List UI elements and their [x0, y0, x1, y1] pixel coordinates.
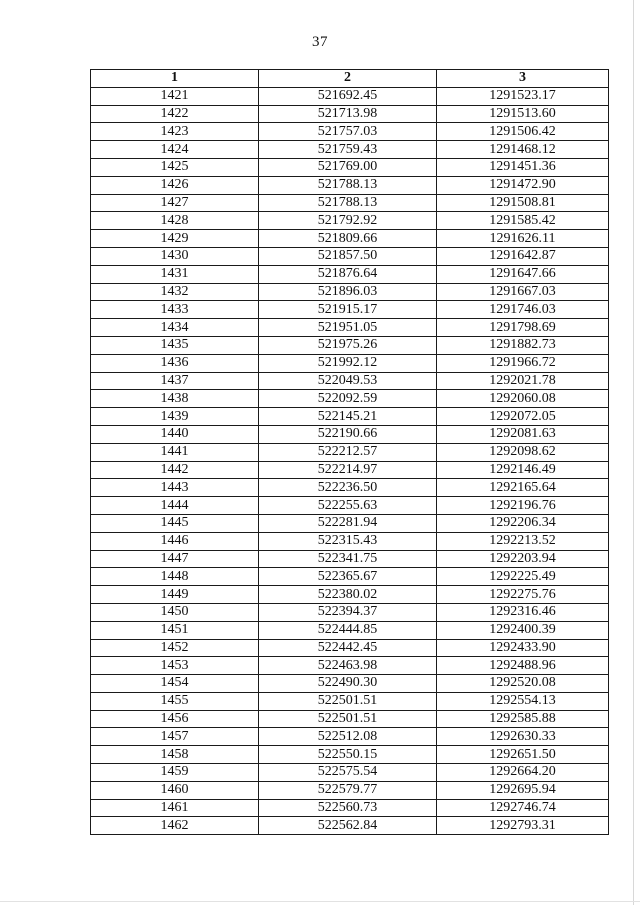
- point-number-cell: 1436: [91, 354, 259, 372]
- y-coordinate-cell: 1291513.60: [437, 105, 609, 123]
- y-coordinate-cell: 1292746.74: [437, 799, 609, 817]
- x-coordinate-cell: 522501.51: [259, 710, 437, 728]
- x-coordinate-cell: 521692.45: [259, 87, 437, 105]
- table-row: [91, 105, 609, 123]
- x-coordinate-cell: 522315.43: [259, 532, 437, 550]
- table-row: [91, 372, 609, 390]
- x-coordinate-cell: 521992.12: [259, 354, 437, 372]
- x-coordinate-cell: 521896.03: [259, 283, 437, 301]
- y-coordinate-cell: 1292225.49: [437, 568, 609, 586]
- table-row: [91, 728, 609, 746]
- y-coordinate-cell: 1292695.94: [437, 781, 609, 799]
- y-coordinate-cell: 1292165.64: [437, 479, 609, 497]
- table-row: [91, 746, 609, 764]
- table-row: [91, 123, 609, 141]
- point-number-cell: 1447: [91, 550, 259, 568]
- y-coordinate-cell: 1291585.42: [437, 212, 609, 230]
- coordinates-table: [90, 69, 609, 835]
- x-coordinate-cell: 522212.57: [259, 443, 437, 461]
- column-header-2: 2: [259, 70, 437, 88]
- table-row: [91, 301, 609, 319]
- x-coordinate-cell: 522190.66: [259, 425, 437, 443]
- x-coordinate-cell: 521788.13: [259, 176, 437, 194]
- scan-edge-right: [633, 0, 634, 905]
- y-coordinate-cell: 1292060.08: [437, 390, 609, 408]
- point-number-cell: 1438: [91, 390, 259, 408]
- table-row: [91, 176, 609, 194]
- table-row: [91, 354, 609, 372]
- point-number-cell: 1453: [91, 657, 259, 675]
- y-coordinate-cell: 1292664.20: [437, 764, 609, 782]
- x-coordinate-cell: 521788.13: [259, 194, 437, 212]
- point-number-cell: 1449: [91, 586, 259, 604]
- point-number-cell: 1442: [91, 461, 259, 479]
- x-coordinate-cell: 522463.98: [259, 657, 437, 675]
- point-number-cell: 1443: [91, 479, 259, 497]
- x-coordinate-cell: 522380.02: [259, 586, 437, 604]
- table-row: [91, 443, 609, 461]
- x-coordinate-cell: 522560.73: [259, 799, 437, 817]
- x-coordinate-cell: 521757.03: [259, 123, 437, 141]
- point-number-cell: 1457: [91, 728, 259, 746]
- table-row: [91, 194, 609, 212]
- x-coordinate-cell: 522214.97: [259, 461, 437, 479]
- x-coordinate-cell: 522490.30: [259, 675, 437, 693]
- point-number-cell: 1423: [91, 123, 259, 141]
- y-coordinate-cell: 1291451.36: [437, 158, 609, 176]
- y-coordinate-cell: 1292021.78: [437, 372, 609, 390]
- point-number-cell: 1445: [91, 514, 259, 532]
- point-number-cell: 1425: [91, 158, 259, 176]
- table-row: [91, 550, 609, 568]
- x-coordinate-cell: 522550.15: [259, 746, 437, 764]
- point-number-cell: 1444: [91, 497, 259, 515]
- point-number-cell: 1439: [91, 408, 259, 426]
- y-coordinate-cell: 1292585.88: [437, 710, 609, 728]
- point-number-cell: 1440: [91, 425, 259, 443]
- y-coordinate-cell: 1292196.76: [437, 497, 609, 515]
- y-coordinate-cell: 1292213.52: [437, 532, 609, 550]
- point-number-cell: 1427: [91, 194, 259, 212]
- table-row: [91, 568, 609, 586]
- x-coordinate-cell: 521915.17: [259, 301, 437, 319]
- point-number-cell: 1446: [91, 532, 259, 550]
- point-number-cell: 1430: [91, 247, 259, 265]
- x-coordinate-cell: 522236.50: [259, 479, 437, 497]
- point-number-cell: 1460: [91, 781, 259, 799]
- x-coordinate-cell: 521792.92: [259, 212, 437, 230]
- point-number-cell: 1433: [91, 301, 259, 319]
- table-row: [91, 764, 609, 782]
- point-number-cell: 1435: [91, 336, 259, 354]
- table-row: [91, 692, 609, 710]
- point-number-cell: 1461: [91, 799, 259, 817]
- table-row: [91, 408, 609, 426]
- table-row: [91, 390, 609, 408]
- y-coordinate-cell: 1292630.33: [437, 728, 609, 746]
- table-row: [91, 710, 609, 728]
- x-coordinate-cell: 522562.84: [259, 817, 437, 835]
- y-coordinate-cell: 1291472.90: [437, 176, 609, 194]
- point-number-cell: 1458: [91, 746, 259, 764]
- y-coordinate-cell: 1291647.66: [437, 265, 609, 283]
- x-coordinate-cell: 521975.26: [259, 336, 437, 354]
- table-row: [91, 283, 609, 301]
- x-coordinate-cell: 521809.66: [259, 230, 437, 248]
- table-row: [91, 141, 609, 159]
- y-coordinate-cell: 1291468.12: [437, 141, 609, 159]
- point-number-cell: 1441: [91, 443, 259, 461]
- y-coordinate-cell: 1292793.31: [437, 817, 609, 835]
- y-coordinate-cell: 1292651.50: [437, 746, 609, 764]
- x-coordinate-cell: 522501.51: [259, 692, 437, 710]
- table-row: [91, 799, 609, 817]
- column-header-1: 1: [91, 70, 259, 88]
- table-row: [91, 817, 609, 835]
- x-coordinate-cell: 521857.50: [259, 247, 437, 265]
- y-coordinate-cell: 1292081.63: [437, 425, 609, 443]
- point-number-cell: 1431: [91, 265, 259, 283]
- table-row: [91, 87, 609, 105]
- table-row: [91, 621, 609, 639]
- point-number-cell: 1451: [91, 621, 259, 639]
- x-coordinate-cell: 522442.45: [259, 639, 437, 657]
- x-coordinate-cell: 521876.64: [259, 265, 437, 283]
- y-coordinate-cell: 1291746.03: [437, 301, 609, 319]
- x-coordinate-cell: 522255.63: [259, 497, 437, 515]
- table-row: [91, 603, 609, 621]
- y-coordinate-cell: 1292206.34: [437, 514, 609, 532]
- y-coordinate-cell: 1292554.13: [437, 692, 609, 710]
- point-number-cell: 1462: [91, 817, 259, 835]
- x-coordinate-cell: 522394.37: [259, 603, 437, 621]
- y-coordinate-cell: 1291882.73: [437, 336, 609, 354]
- x-coordinate-cell: 522049.53: [259, 372, 437, 390]
- table-header-row: [91, 70, 609, 88]
- y-coordinate-cell: 1292488.96: [437, 657, 609, 675]
- table-row: [91, 230, 609, 248]
- y-coordinate-cell: 1292316.46: [437, 603, 609, 621]
- table-row: [91, 781, 609, 799]
- table-body: [91, 87, 609, 834]
- point-number-cell: 1429: [91, 230, 259, 248]
- x-coordinate-cell: 522444.85: [259, 621, 437, 639]
- x-coordinate-cell: 521951.05: [259, 319, 437, 337]
- table-row: [91, 425, 609, 443]
- y-coordinate-cell: 1292275.76: [437, 586, 609, 604]
- y-coordinate-cell: 1291508.81: [437, 194, 609, 212]
- table-row: [91, 158, 609, 176]
- y-coordinate-cell: 1291523.17: [437, 87, 609, 105]
- y-coordinate-cell: 1291667.03: [437, 283, 609, 301]
- point-number-cell: 1426: [91, 176, 259, 194]
- table-row: [91, 532, 609, 550]
- x-coordinate-cell: 522092.59: [259, 390, 437, 408]
- point-number-cell: 1428: [91, 212, 259, 230]
- table-row: [91, 639, 609, 657]
- table-row: [91, 212, 609, 230]
- point-number-cell: 1448: [91, 568, 259, 586]
- x-coordinate-cell: 522579.77: [259, 781, 437, 799]
- x-coordinate-cell: 522512.08: [259, 728, 437, 746]
- scan-edge-bottom: [0, 901, 640, 902]
- y-coordinate-cell: 1292520.08: [437, 675, 609, 693]
- table-row: [91, 265, 609, 283]
- table-row: [91, 514, 609, 532]
- point-number-cell: 1422: [91, 105, 259, 123]
- y-coordinate-cell: 1292146.49: [437, 461, 609, 479]
- x-coordinate-cell: 521759.43: [259, 141, 437, 159]
- table-row: [91, 319, 609, 337]
- y-coordinate-cell: 1291642.87: [437, 247, 609, 265]
- x-coordinate-cell: 522575.54: [259, 764, 437, 782]
- point-number-cell: 1432: [91, 283, 259, 301]
- y-coordinate-cell: 1292072.05: [437, 408, 609, 426]
- y-coordinate-cell: 1291626.11: [437, 230, 609, 248]
- x-coordinate-cell: 522365.67: [259, 568, 437, 586]
- point-number-cell: 1456: [91, 710, 259, 728]
- x-coordinate-cell: 521713.98: [259, 105, 437, 123]
- x-coordinate-cell: 522341.75: [259, 550, 437, 568]
- column-header-3: 3: [437, 70, 609, 88]
- page-number: 37: [312, 34, 328, 50]
- table-row: [91, 336, 609, 354]
- table-row: [91, 479, 609, 497]
- y-coordinate-cell: 1292098.62: [437, 443, 609, 461]
- point-number-cell: 1424: [91, 141, 259, 159]
- table-row: [91, 586, 609, 604]
- point-number-cell: 1450: [91, 603, 259, 621]
- table-row: [91, 657, 609, 675]
- point-number-cell: 1455: [91, 692, 259, 710]
- y-coordinate-cell: 1291798.69: [437, 319, 609, 337]
- y-coordinate-cell: 1292400.39: [437, 621, 609, 639]
- y-coordinate-cell: 1292433.90: [437, 639, 609, 657]
- x-coordinate-cell: 521769.00: [259, 158, 437, 176]
- point-number-cell: 1437: [91, 372, 259, 390]
- x-coordinate-cell: 522281.94: [259, 514, 437, 532]
- point-number-cell: 1454: [91, 675, 259, 693]
- table-row: [91, 675, 609, 693]
- table-row: [91, 497, 609, 515]
- x-coordinate-cell: 522145.21: [259, 408, 437, 426]
- y-coordinate-cell: 1291506.42: [437, 123, 609, 141]
- point-number-cell: 1421: [91, 87, 259, 105]
- y-coordinate-cell: 1292203.94: [437, 550, 609, 568]
- point-number-cell: 1452: [91, 639, 259, 657]
- point-number-cell: 1459: [91, 764, 259, 782]
- table-row: [91, 247, 609, 265]
- y-coordinate-cell: 1291966.72: [437, 354, 609, 372]
- table-row: [91, 461, 609, 479]
- point-number-cell: 1434: [91, 319, 259, 337]
